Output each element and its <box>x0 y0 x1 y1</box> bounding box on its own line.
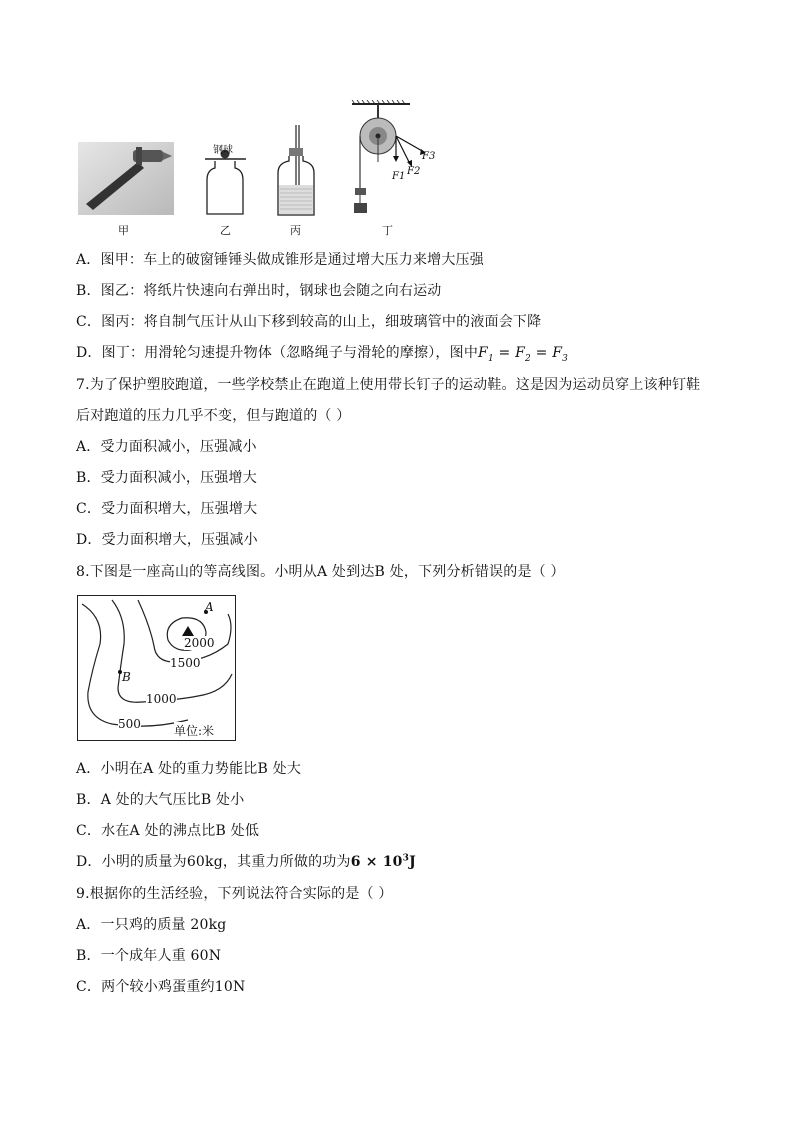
q8-option-d: D．小明的质量为60kg，其重力所做的功为$6 \times 10^3J$ <box>76 853 416 870</box>
contour-map <box>77 595 236 741</box>
q8-stem: 8.下图是一座高山的等高线图。小明从A 处到达B 处，下列分析错误的是（ ） <box>76 564 565 580</box>
q6-option-d: D．图丁：用滑轮匀速提升物体（忽略绳子与滑轮的摩擦），图中$F_1 = F_2 = F_3$ <box>76 345 569 364</box>
q6-option-c: C．图丙：将自制气压计从山下移到较高的山上，细玻璃管中的液面会下降 <box>76 314 542 330</box>
q7-stem-line2: 后对跑道的压力几乎不变，但与跑道的（ ） <box>76 408 351 424</box>
q7-option-b: B．受力面积减小，压强增大 <box>76 470 257 486</box>
work-value: $6 \times 10^3J$ <box>350 853 416 870</box>
caption-bing: 丙 <box>290 224 301 237</box>
q6-option-b: B．图乙：将纸片快速向右弹出时，钢球也会随之向右运动 <box>76 283 442 299</box>
q9-option-a: A．一只鸡的质量 20kg <box>76 917 227 933</box>
map-unit-label: 单位:米 <box>174 724 215 738</box>
q8-option-b: B．A 处的大气压比B 处小 <box>76 792 245 808</box>
map-label-b: B <box>122 670 131 684</box>
force-label-f3: F3 <box>422 151 436 162</box>
map-label-500: 500 <box>118 717 141 731</box>
q9-option-b: B．一个成年人重 60N <box>76 948 222 964</box>
caption-yi: 乙 <box>220 224 231 237</box>
q8-option-c: C．水在A 处的沸点比B 处低 <box>76 823 260 839</box>
caption-ding: 丁 <box>382 224 393 237</box>
figure-jia-hammer <box>78 142 174 215</box>
q6-option-a: A．图甲：车上的破窗锤锤头做成锥形是通过增大压力来增大压强 <box>76 252 484 268</box>
force-label-f2: F2 <box>407 166 421 177</box>
force-label-f1: F1 <box>392 171 406 182</box>
caption-jia: 甲 <box>118 224 129 237</box>
map-label-1500: 1500 <box>170 656 201 670</box>
q9-option-c: C．两个较小鸡蛋重约10N <box>76 979 246 995</box>
q7-stem-line1: 7.为了保护塑胶跑道，一些学校禁止在跑道上使用带长钉子的运动鞋。这是因为运动员穿上该种钉鞋 <box>76 377 701 393</box>
q9-stem: 9.根据你的生活经验，下列说法符合实际的是（ ） <box>76 886 393 902</box>
q7-option-d: D．受力面积增大，压强减小 <box>76 532 258 548</box>
figure-bing-barometer <box>276 123 316 218</box>
map-label-1000: 1000 <box>146 692 177 706</box>
steel-ball-label: 钢球 <box>213 145 233 156</box>
force-equation: $F_1 = F_2 = F_3$ <box>478 345 569 364</box>
map-label-2000: 2000 <box>184 636 215 650</box>
map-label-a: A <box>205 600 214 614</box>
q7-option-c: C．受力面积增大，压强增大 <box>76 501 258 517</box>
q7-option-a: A．受力面积减小，压强减小 <box>76 439 257 455</box>
q8-option-a: A．小明在A 处的重力势能比B 处大 <box>76 761 302 777</box>
